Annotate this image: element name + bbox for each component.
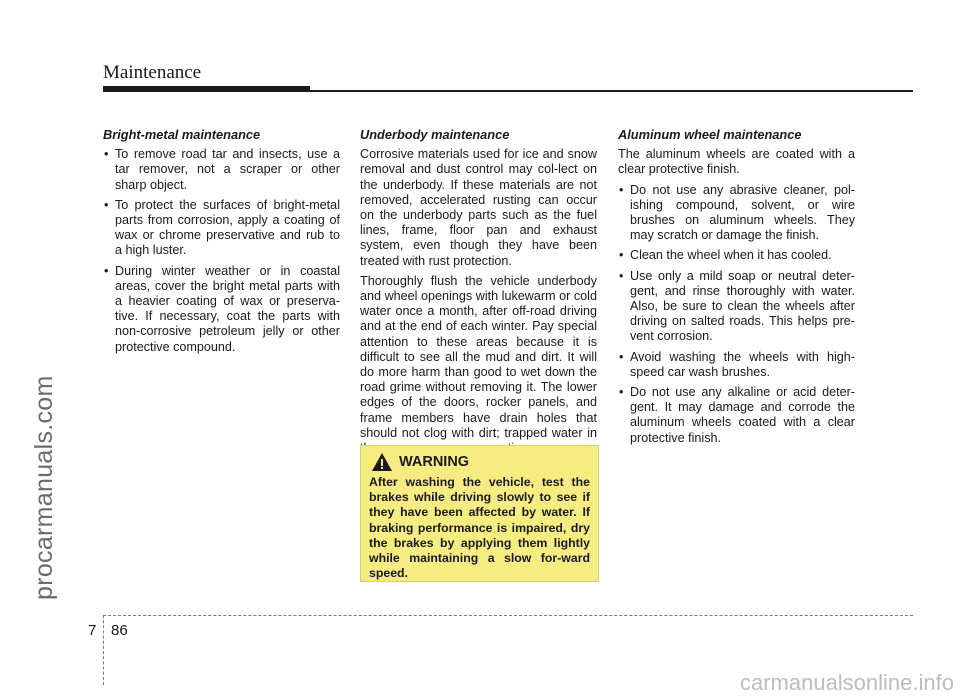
list-item: • To remove road tar and insects, use a tar remover, not a scraper or other sharp object. (104, 147, 340, 192)
page-header-title: Maintenance (103, 62, 202, 83)
aluminum-wheel-section (618, 127, 855, 451)
section-title: Underbody maintenance (360, 127, 510, 142)
paragraph: Thoroughly flush the vehicle underbody and wheel openings with lukewarm or cold water once a month, after off-road driving and at the end of each winter. Pay special attention to these areas because it is difficult to see all the mud and dirt. It will do more harm than good to wet down the road grime without removing it. The lower edges of the doors, rocker panels, and frame members have drain holes that should not clog with dirt; trapped water in (360, 273, 597, 440)
warning-text: After washing the vehicle, test the brakes while driving slowly to see if they have been affected by water. If braking performance is impaired, dry the brakes by applying them lightly while maintaining a slow for-ward speed. (369, 475, 590, 581)
section-title: Aluminum wheel maintenance (618, 127, 802, 142)
list-item: • Clean the wheel when it has cooled. (619, 248, 832, 263)
bullet-list (103, 147, 340, 355)
section-title: Bright-metal maintenance (103, 127, 261, 142)
warning-box (360, 445, 599, 582)
bottom-watermark: carmanualsonline.info (739, 670, 954, 695)
header-rule-thin (310, 90, 913, 92)
underbody-section (360, 127, 597, 461)
chapter-number: 7 (88, 622, 97, 639)
page-number: 86 (111, 622, 128, 639)
side-watermark: procarmanuals.com (30, 375, 58, 600)
list-item: • During winter weather or in coastal areas, cover the bright metal parts with a heavier coating of wax or preserva-tive. If necessary, coat the parts with non-corrosive petroleum jelly or other protective compound. (104, 263, 340, 354)
list-item: • Use only a mild soap or neutral deter-gent, and rinse thoroughly with water. Also, be sure to clean the wheels after driving on salted roads. This helps pre-vent corrosion. (619, 268, 855, 344)
paragraph: Corrosive materials used for ice and snow removal and dust control may col-lect on the underbody. If these materials are not removed, accelerated rusting can occur on the underbody parts such as the fuel lines, frame, floor pan and exhaust system, even though they have been treated with rust protection. (360, 147, 597, 268)
list-item: • To protect the surfaces of bright-metal parts from corrosion, apply a coating of wax or chrome preservative and rub to a high luster. (104, 197, 340, 258)
bullet-list (618, 183, 855, 446)
header-rule-thick (103, 86, 310, 92)
footer-vertical-rule (103, 615, 104, 685)
list-item: • Do not use any abrasive cleaner, pol-ishing compound, solvent, or wire brushes on aluminum wheels. They may scratch or damage the finish. (619, 182, 855, 243)
warning-header (371, 452, 590, 472)
warning-title: WARNING (399, 454, 470, 470)
list-item: • Do not use any alkaline or acid deter-gent. It may damage and corrode the aluminum wheels coated with a clear protective finish. (619, 385, 855, 445)
paragraph: The aluminum wheels are coated with a clear protective finish. (618, 147, 855, 177)
footer-rule (103, 615, 913, 616)
list-item: • Avoid washing the wheels with high-speed car wash brushes. (619, 349, 855, 379)
warning-triangle-icon (371, 452, 393, 472)
bright-metal-section (103, 127, 340, 360)
